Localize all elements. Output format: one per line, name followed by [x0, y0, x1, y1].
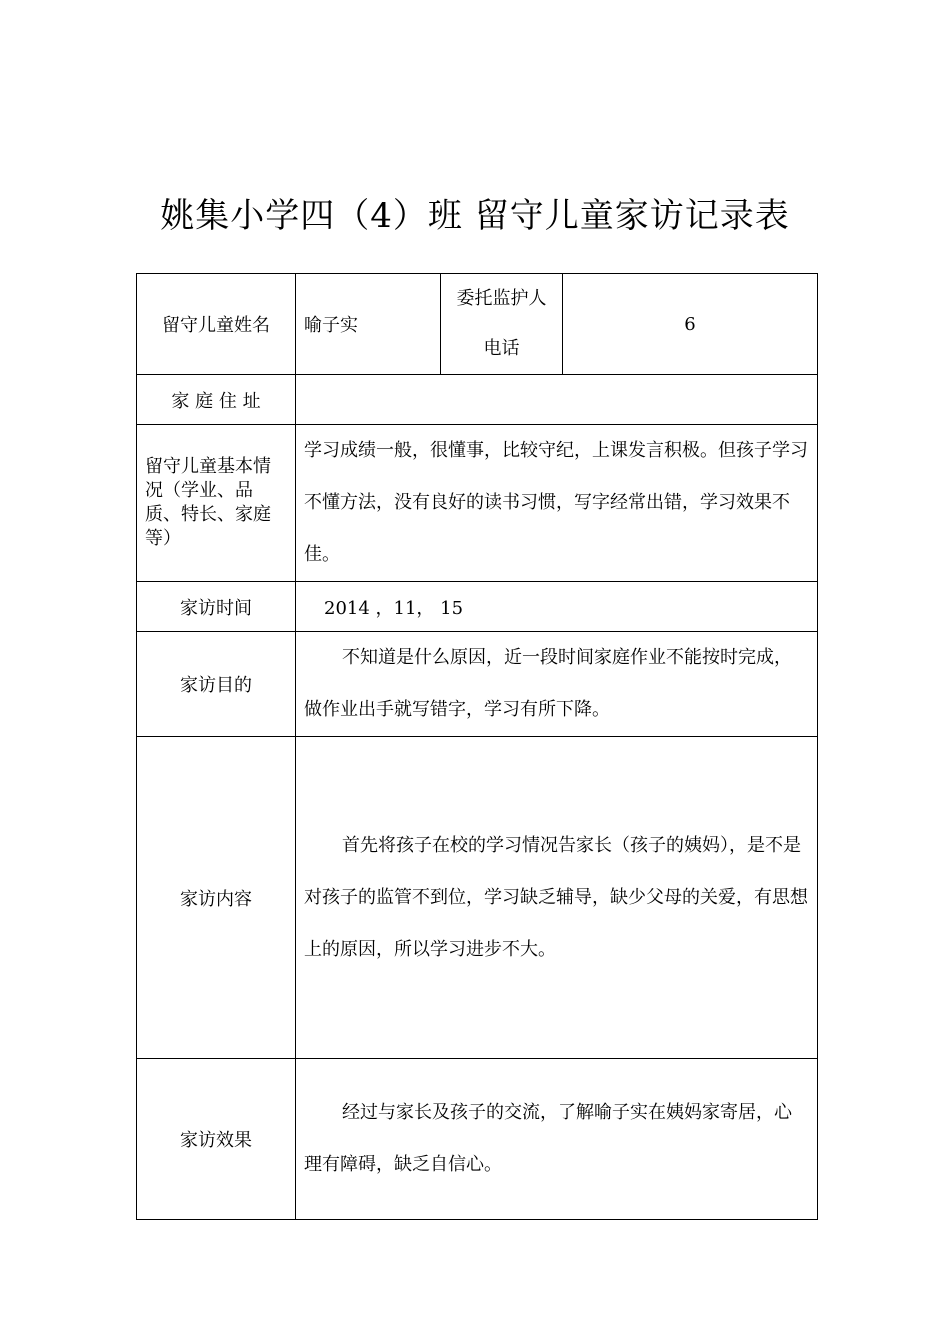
- guardian-phone-label: [441, 274, 563, 375]
- table-row: [137, 274, 818, 375]
- table-row: [137, 375, 818, 425]
- visit-effect-value: 经过与家长及孩子的交流，了解喻子实在姨妈家寄居，心理有障碍，缺乏自信心。: [296, 1059, 818, 1220]
- guardian-label-line1: 委托监护人: [456, 288, 547, 309]
- address-label: 家 庭 住 址: [137, 375, 296, 425]
- visit-content-label: 家访内容: [137, 737, 296, 1059]
- page-title: 姚集小学四（4）班 留守儿童家访记录表: [160, 196, 790, 236]
- visit-time-value: 2014 ，11， 15: [296, 582, 818, 632]
- visit-content-value: 首先将孩子在校的学习情况告家长（孩子的姨妈），是不是对孩子的监管不到位，学习缺乏辅导，缺少父母的关爱，有思想上的原因，所以学习进步不大。: [296, 737, 818, 1059]
- basic-situation-label: 留守儿童基本情况（学业、品质、特长、家庭等）: [137, 425, 296, 582]
- table-row: [137, 1059, 818, 1220]
- guardian-phone-value: 6: [563, 274, 818, 375]
- visit-purpose-value: 不知道是什么原因，近一段时间家庭作业不能按时完成，做作业出手就写错字，学习有所下降。: [296, 632, 818, 737]
- child-name-value: 喻子实: [296, 274, 441, 375]
- visit-effect-label: 家访效果: [137, 1059, 296, 1220]
- table-row: [137, 632, 818, 737]
- visit-time-label: 家访时间: [137, 582, 296, 632]
- address-value: [296, 375, 818, 425]
- guardian-label-line2: 电话: [483, 338, 520, 359]
- child-name-label: 留守儿童姓名: [137, 274, 296, 375]
- table-row: [137, 582, 818, 632]
- home-visit-record-table: [136, 273, 818, 1220]
- table-row: [137, 737, 818, 1059]
- table-row: [137, 425, 818, 582]
- basic-situation-value: 学习成绩一般，很懂事，比较守纪，上课发言积极。但孩子学习不懂方法，没有良好的读书习惯，写字经常出错，学习效果不佳。: [296, 425, 818, 582]
- visit-purpose-label: 家访目的: [137, 632, 296, 737]
